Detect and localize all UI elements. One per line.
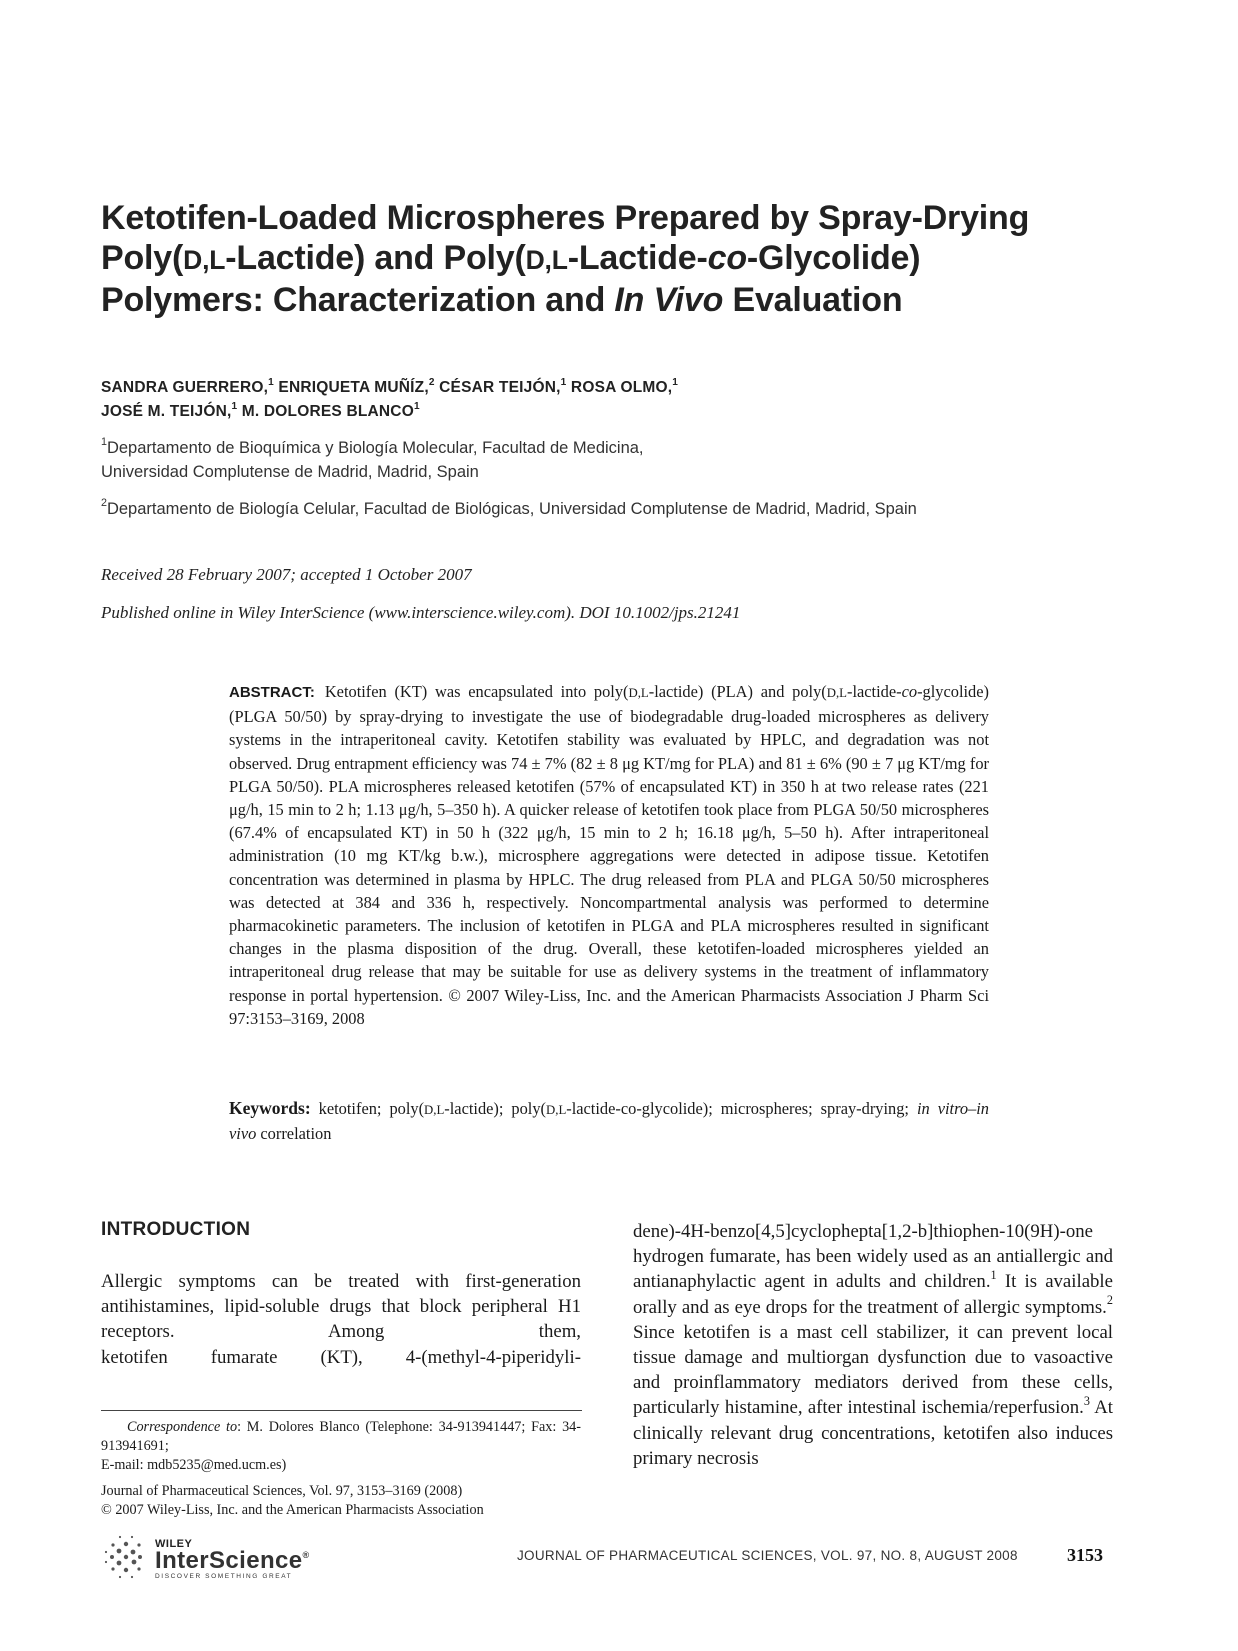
abstract-label: ABSTRACT: (229, 684, 315, 701)
keywords: Keywords: ketotifen; poly(D,L-lactide); poly(D,L-lactide-co-glycolide); microspheres; spray-drying; in vitro–in vivo correlation (229, 1098, 989, 1144)
section-heading-introduction: INTRODUCTION (101, 1219, 251, 1240)
keywords-label: Keywords: (229, 1098, 311, 1118)
journal-citation: Journal of Pharmaceutical Sciences, Vol. 97, 3153–3169 (2008) © 2007 Wiley-Liss, Inc. and the American Pharmacists Association (101, 1483, 484, 1518)
interscience-globe-icon (101, 1532, 151, 1582)
wiley-wordmark: WILEY (155, 1538, 193, 1550)
interscience-wordmark: InterScience® (155, 1547, 310, 1574)
intro-paragraph-left: Allergic symptoms can be treated with first-generation antihistamines, lipid-soluble drugs that block peripheral H1 receptors. Among them, (101, 1271, 581, 1343)
received-date: Received 28 February 2007; accepted 1 October 2007 (101, 565, 472, 584)
author-list: SANDRA GUERRERO,$^1$ ENRIQUETA MUÑÍZ,$^2$ CÉSAR TEIJÓN,$^1$ ROSA OLMO,$^1$ JOSÉ M. TEIJÓN,$^1$ M. DOLORES BLANCO$^1$ (101, 376, 679, 420)
title-line-3: Polymers: Characterization and In Vivo Evaluation (101, 281, 903, 319)
intro-paragraph-left-last-line: ketotifen fumarate (KT), 4-(methyl-4-piperidyli- (101, 1346, 581, 1368)
intro-paragraph-right: dene)-4H-benzo[4,5]cyclophepta[1,2-b]thiophen-10(9H)-one hydrogen fumarate, has been widely used as an antiallergic and antianaphylactic agent in adults and children.$^1$ It is available orally and as eye drops for the treatment of allergic symptoms.$^2$ Since ketotifen is a mast cell stabilizer, it can prevent local tissue damage and multiorgan dysfunction due to vasoactive and proinflammatory mediators derived from these cells, particularly histamine, after intestinal ischemia/reperfusion.$^3$ At clinically relevant drug concentrations, ketotifen also induces primary necrosis (633, 1221, 1113, 1469)
page-number: 3153 (1067, 1545, 1103, 1565)
footnote-divider (101, 1410, 582, 1411)
published-online: Published online in Wiley InterScience (www.interscience.wiley.com). DOI 10.1002/jps.21241 (101, 603, 741, 622)
wiley-interscience-logo (101, 1532, 341, 1582)
correspondence-email[interactable]: E-mail: mdb5235@med.ucm.es) (101, 1457, 287, 1473)
article-title (101, 198, 1101, 320)
affiliation-1: $^1$Departamento de Bioquímica y Biología Molecular, Facultad de Medicina, Universidad Complutense de Madrid, Madrid, Spain (101, 436, 644, 481)
logo-tagline: DISCOVER SOMETHING GREAT (155, 1573, 293, 1580)
title-line-2: Poly(D,L-Lactide) and Poly(D,L-Lactide-co-Glycolide) (101, 239, 921, 277)
correspondence-footnote: Correspondence to: M. Dolores Blanco (Telephone: 34-913941447; Fax: 34-913941691; E-mail: mdb5235@med.ucm.es) (101, 1419, 581, 1473)
abstract: ABSTRACT: Ketotifen (KT) was encapsulated into poly(D,L-lactide) (PLA) and poly(D,L-lactide-co-glycolide) (PLGA 50/50) by spray-drying to investigate the use of biodegradable drug-loaded microspheres as delivery systems in the intraperitoneal cavity. Ketotifen stability was evaluated by HPLC, and degradation was not observed. Drug entrapment efficiency was 74 ± 7% (82 ± 8 μg KT/mg for PLA) and 81 ± 6% (90 ± 7 μg KT/mg for PLGA 50/50). PLA microspheres released ketotifen (57% of encapsulated KT) in 350 h at two release rates (221 μg/h, 15 min to 2 h; 1.13 μg/h, 5–350 h). A quicker release of ketotifen took place from PLGA 50/50 microspheres (67.4% of encapsulated KT) in 50 h (322 μg/h, 15 min to 2 h; 16.18 μg/h, 5–50 h). After intraperitoneal administration (10 mg KT/kg b.w.), microsphere aggregations were detected in adipose tissue. Ketotifen concentration was determined in plasma by HPLC. The drug released from PLA and PLGA 50/50 microspheres was detected at 384 and 336 h, respectively. Noncompartmental analysis was performed to determine pharmacokinetic parameters. The inclusion of ketotifen in PLGA and PLA microspheres resulted in significant changes in the plasma disposition of the drug. Overall, these ketotifen-loaded microspheres yielded an intraperitoneal drug release that may be suitable for use as delivery systems in the treatment of inflammatory response in portal hypertension. © 2007 Wiley-Liss, Inc. and the American Pharmacists Association J Pharm Sci 97:3153–3169, 2008 (229, 682, 989, 1028)
affiliation-2: $^2$Departamento de Biología Celular, Facultad de Biológicas, Universidad Complutense de Madrid, Madrid, Spain (101, 497, 917, 518)
running-footer: JOURNAL OF PHARMACEUTICAL SCIENCES, VOL. 97, NO. 8, AUGUST 2008 (517, 1548, 1018, 1563)
title-line-1: Ketotifen-Loaded Microspheres Prepared by Spray-Drying (101, 199, 1030, 237)
